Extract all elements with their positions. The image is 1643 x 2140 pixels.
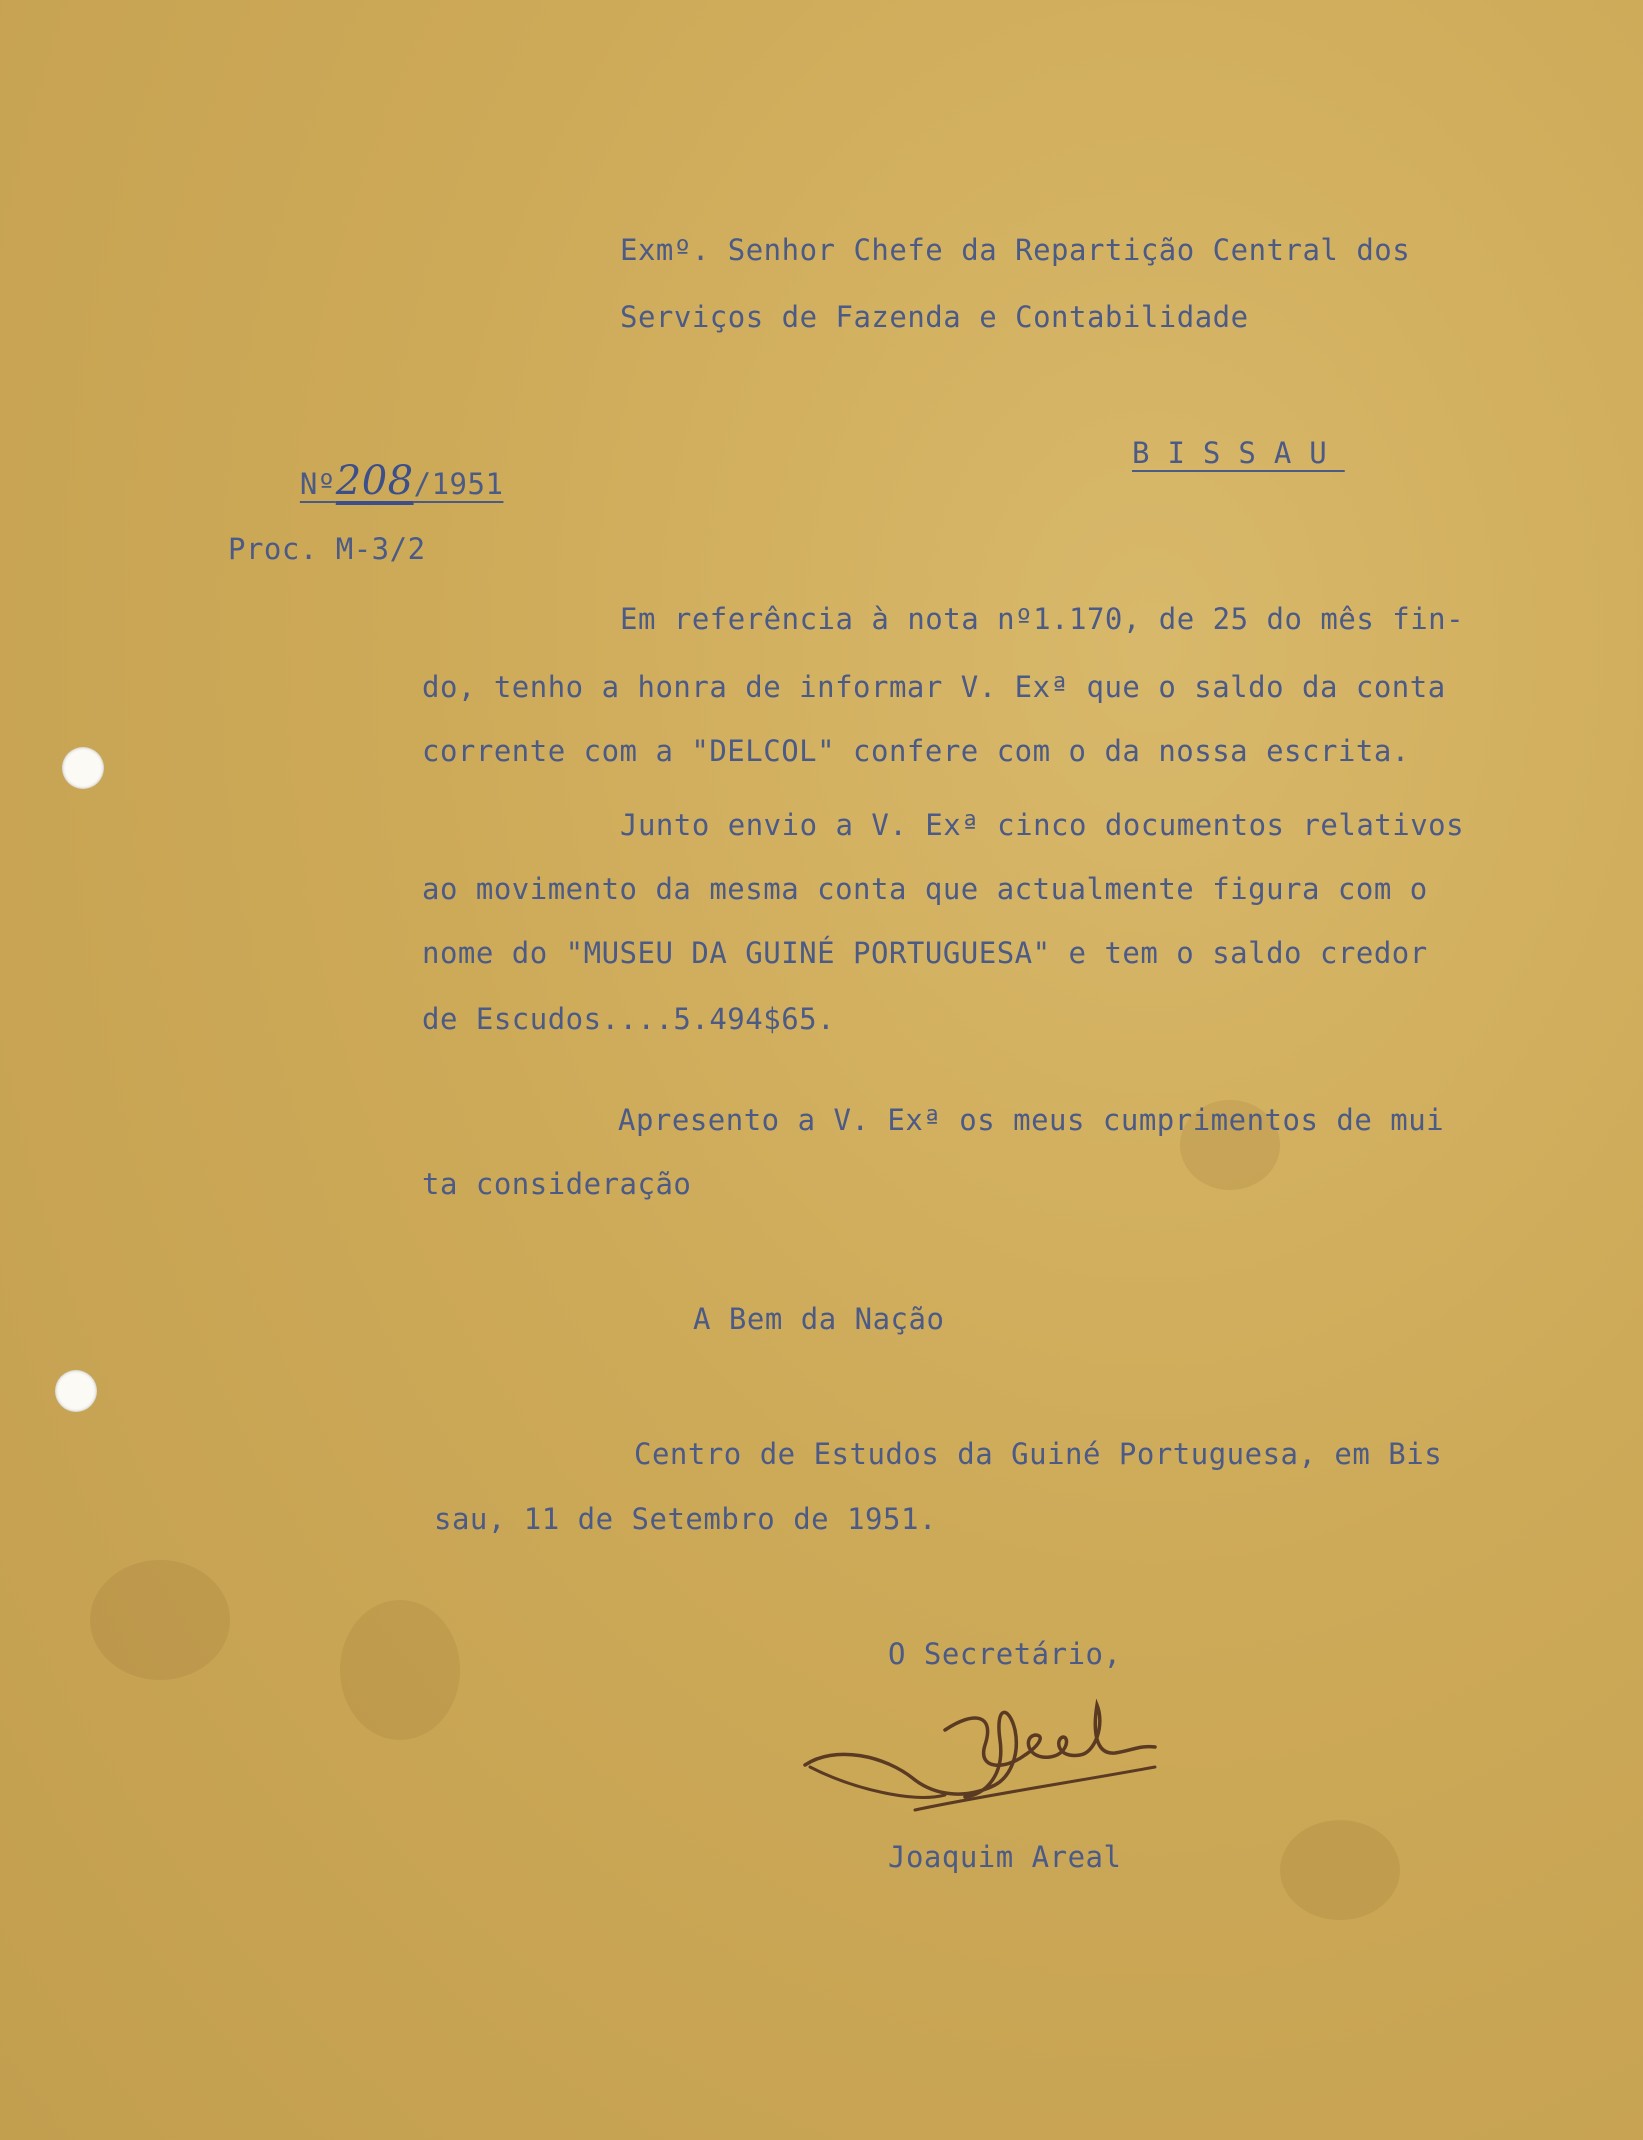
body-p1-line-1: Em referência à nota nº1.170, de 25 do mês fin- [620, 602, 1465, 636]
body-p2-line-3: nome do "MUSEU DA GUINÉ PORTUGUESA" e tem o saldo credor [422, 936, 1428, 970]
punch-hole [62, 747, 104, 789]
paper-stain [90, 1560, 230, 1680]
body-p3-line-1: Apresento a V. Exª os meus cumprimentos de mui [618, 1103, 1445, 1137]
ref-year: /1951 [413, 467, 504, 501]
ref-prefix: Nº [299, 467, 336, 501]
body-p2-line-4: de Escudos....5.494$65. [422, 1002, 836, 1036]
body-p2-line-1: Junto envio a V. Exª cinco documentos relativos [620, 808, 1465, 842]
body-p3-line-2: ta consideração [422, 1167, 692, 1201]
body-p2-line-2: ao movimento da mesma conta que actualmente figura com o [422, 872, 1428, 906]
reference-number [228, 424, 503, 538]
addressee-line-1: Exmº. Senhor Chefe da Repartição Central dos [620, 233, 1411, 267]
body-p1-line-2: do, tenho a honra de informar V. Exª que o saldo da conta [422, 670, 1446, 704]
place-date-line-2: sau, 11 de Setembro de 1951. [434, 1502, 937, 1536]
handwritten-signature [795, 1685, 1165, 1825]
closing-motto: A Bem da Nação [693, 1302, 945, 1336]
process-reference: Proc. M-3/2 [228, 532, 426, 566]
city-heading: BISSAU [1132, 436, 1345, 470]
body-p1-line-3: corrente com a "DELCOL" confere com o da nossa escrita. [422, 734, 1410, 768]
paper-stain [1280, 1820, 1400, 1920]
addressee-line-2: Serviços de Fazenda e Contabilidade [620, 300, 1249, 334]
signatory-name: Joaquim Areal [888, 1840, 1122, 1874]
punch-hole [55, 1370, 97, 1412]
ref-handwritten-number: 208 [335, 458, 414, 504]
paper-stain [340, 1600, 460, 1740]
place-date-line-1: Centro de Estudos da Guiné Portuguesa, em Bis [634, 1437, 1443, 1471]
signatory-role: O Secretário, [888, 1637, 1122, 1671]
